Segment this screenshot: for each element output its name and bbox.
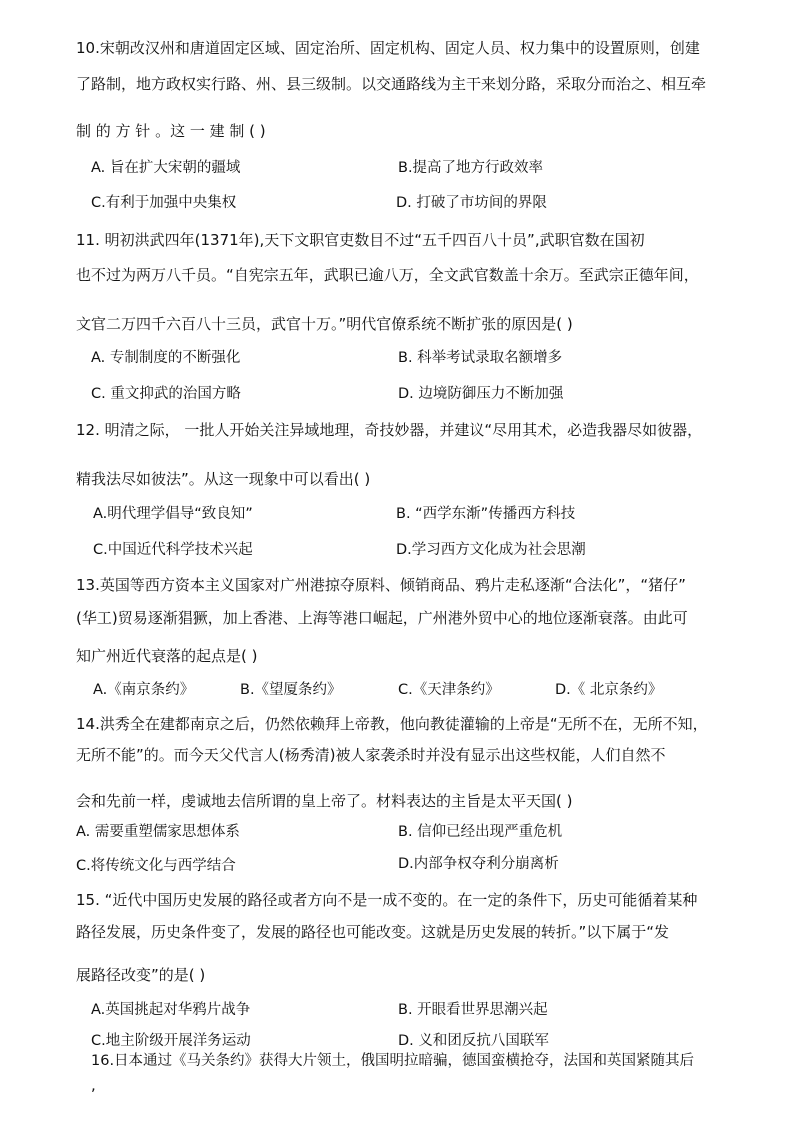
option-b: B.提高了地方行政效率 bbox=[398, 160, 544, 176]
question-11-line-2: 也不过为两万八千员。“自宪宗五年，武职已逾八万，全文武官数盖十余万。至武宗正德年间， bbox=[76, 266, 699, 284]
option-b: B. 开眼看世界思潮兴起 bbox=[398, 1002, 548, 1018]
option-d: D.《 北京条约》 bbox=[555, 682, 663, 698]
option-c: C.有利于加强中央集权 bbox=[91, 195, 237, 211]
question-11-line-3: 文官二万四千六百八十三员，武官十万。”明代官僚系统不断扩张的原因是( ) bbox=[76, 315, 573, 333]
question-14-line-3: 会和先前一样，虔诚地去信所谓的皇上帝了。材料表达的主旨是太平天国( ) bbox=[76, 792, 573, 810]
question-13-line-3: 知广州近代衰落的起点是( ) bbox=[76, 647, 258, 665]
option-b: B.《望厦条约》 bbox=[240, 682, 342, 698]
option-b: B. 信仰已经出现严重危机 bbox=[398, 824, 563, 840]
question-14-line-2: 无所不能”的。而今天父代言人(杨秀清)被人家袭杀时并没有显示出这些权能，人们自然不 bbox=[76, 746, 666, 764]
option-b: B. 科举考试录取名额增多 bbox=[398, 350, 563, 366]
question-12-line-2: 精我法尽如彼法”。从这一现象中可以看出( ) bbox=[76, 470, 371, 488]
option-d: D.内部争权夺利分崩离析 bbox=[398, 856, 559, 872]
question-15-line-1: 15. “近代中国历史发展的路径或者方向不是一成不变的。在一定的条件下，历史可能循着某种 bbox=[76, 891, 698, 909]
question-14-line-1: 14.洪秀全在建都南京之后，仍然依赖拜上帝教，他向教徒灌输的上帝是“无所不在，无所不知， bbox=[76, 715, 708, 733]
option-c: C. 重文抑武的治国方略 bbox=[91, 386, 241, 402]
option-d: D. 义和团反抗八国联军 bbox=[398, 1033, 549, 1049]
option-c: C.将传统文化与西学结合 bbox=[76, 858, 236, 874]
option-c: C.《天津条约》 bbox=[398, 682, 500, 698]
option-a: A. 旨在扩大宋朝的疆域 bbox=[91, 160, 241, 176]
question-16-line-2: , bbox=[91, 1076, 96, 1094]
question-10-line-1: 10.宋朝改汉州和唐道固定区域、固定治所、固定机构、固定人员、权力集中的设置原则，创建 bbox=[76, 39, 700, 57]
question-16-line-1: 16.日本通过《马关条约》获得大片领土，俄国明拉暗骗，德国蛮横抢夺，法国和英国紧随其后 bbox=[91, 1053, 695, 1069]
option-a: A.英国挑起对华鸦片战争 bbox=[91, 1002, 251, 1018]
option-a: A. 需要重塑儒家思想体系 bbox=[76, 824, 240, 840]
option-b: B. “西学东渐”传播西方科技 bbox=[396, 506, 576, 522]
question-15-line-3: 展路径改变”的是( ) bbox=[76, 966, 206, 984]
question-10-line-3: 制 的 方 针 。这 一 建 制 ( ) bbox=[76, 122, 266, 140]
option-a: A.明代理学倡导“致良知” bbox=[93, 506, 253, 522]
option-d: D.学习西方文化成为社会思潮 bbox=[396, 542, 586, 558]
question-11-line-1: 11. 明初洪武四年(1371年),天下文职官吏数目不过“五千四百八十员”,武职官数在国初 bbox=[76, 231, 645, 249]
question-13-line-1: 13.英国等西方资本主义国家对广州港掠夺原料、倾销商品、鸦片走私逐渐“合法化”，“猪仔” bbox=[76, 576, 686, 594]
option-a: A. 专制制度的不断强化 bbox=[91, 350, 241, 366]
question-13-line-2: (华工)贸易逐渐猖獗，加上香港、上海等港口崛起，广州港外贸中心的地位逐渐衰落。由此可 bbox=[76, 609, 688, 627]
option-d: D. 边境防御压力不断加强 bbox=[398, 386, 564, 402]
question-15-line-2: 路径发展，历史条件变了，发展的路径也可能改变。这就是历史发展的转折。”以下属于“发 bbox=[76, 923, 670, 941]
option-c: C.中国近代科学技术兴起 bbox=[93, 542, 253, 558]
question-10-line-2: 了路制，地方政权实行路、州、县三级制。以交通路线为主干来划分路，采取分而治之、相互牵 bbox=[76, 75, 707, 93]
option-d: D. 打破了市坊间的界限 bbox=[396, 195, 547, 211]
option-c: C.地主阶级开展洋务运动 bbox=[91, 1033, 251, 1049]
option-a: A.《南京条约》 bbox=[93, 682, 195, 698]
question-12-line-1: 12. 明清之际， 一批人开始关注异域地理，奇技妙器，并建议“尽用其术，必造我器尽如彼器， bbox=[76, 421, 703, 439]
